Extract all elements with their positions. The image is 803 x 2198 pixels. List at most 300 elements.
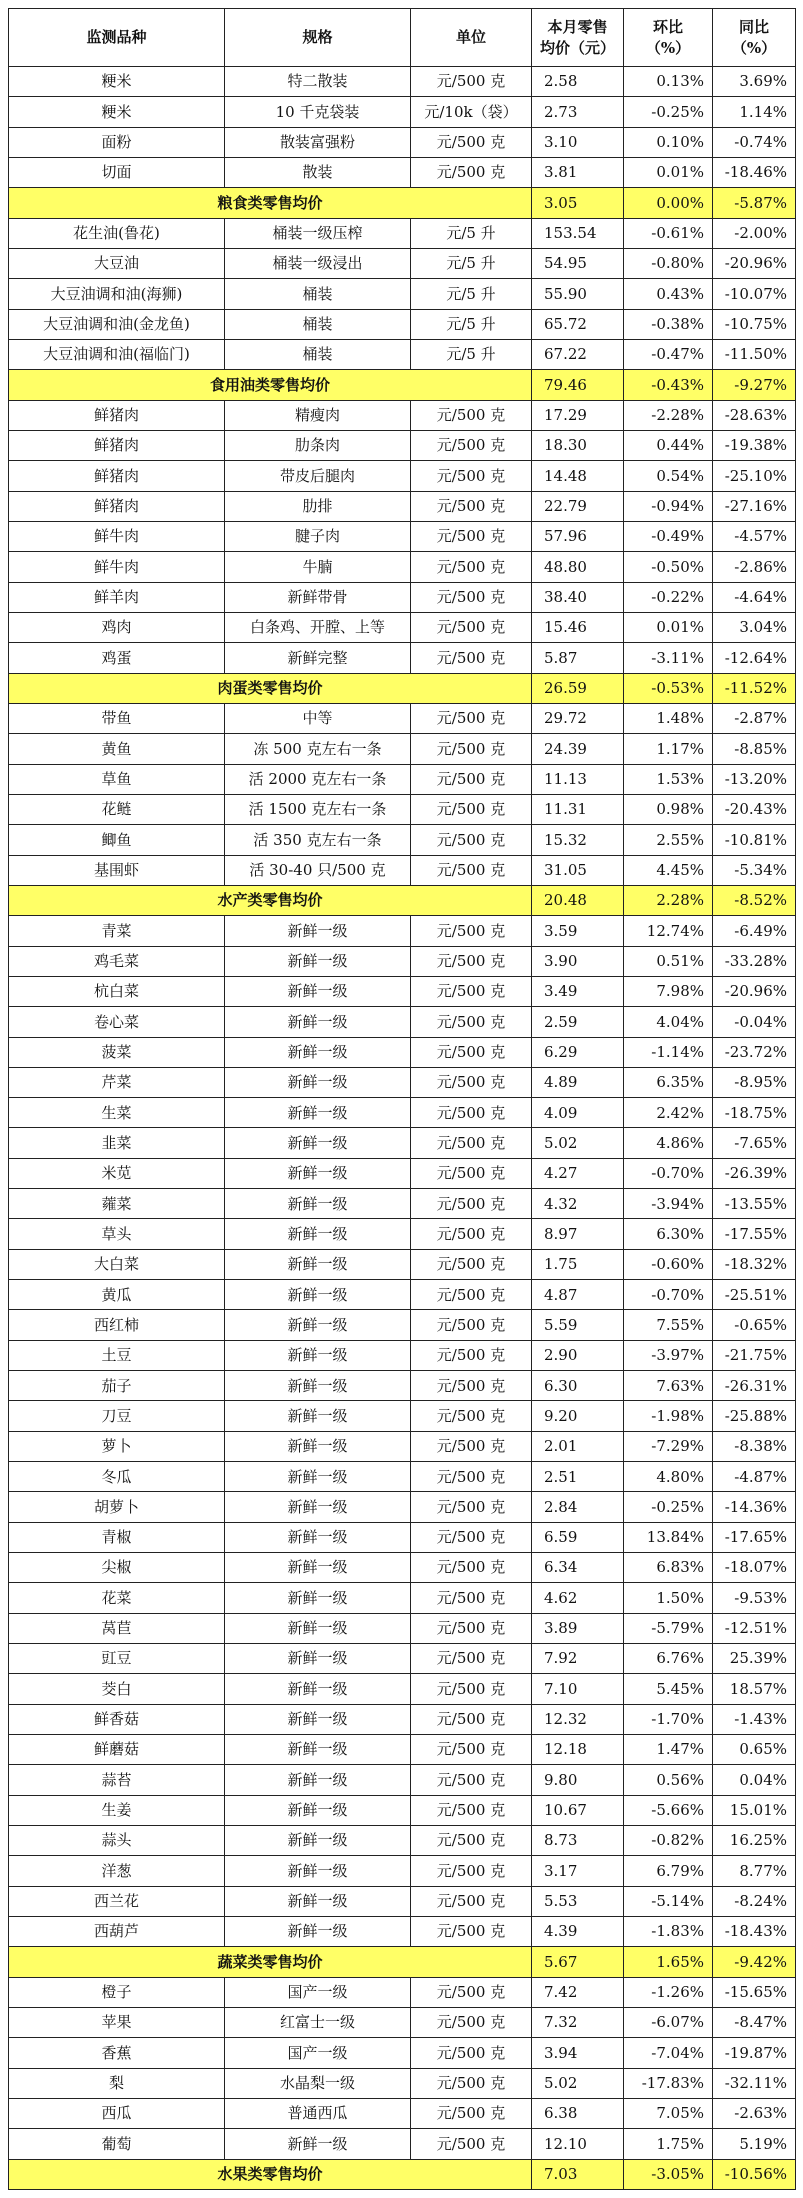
cell-spec: 新鲜一级 (225, 1704, 411, 1734)
cell-yoy: 0.04% (713, 1765, 796, 1795)
cell-price: 14.48 (532, 461, 624, 491)
cell-spec: 桶装 (225, 279, 411, 309)
cell-price: 4.62 (532, 1583, 624, 1613)
cell-mom: -7.04% (624, 2038, 713, 2068)
cell-price: 5.02 (532, 2068, 624, 2098)
cell-mom: 1.53% (624, 764, 713, 794)
cell-spec: 新鲜一级 (225, 1310, 411, 1340)
cell-unit: 元/500 克 (411, 1037, 532, 1067)
cell-spec: 新鲜一级 (225, 1371, 411, 1401)
cell-yoy: -13.55% (713, 1189, 796, 1219)
cell-variety: 蕹菜 (9, 1189, 225, 1219)
cell-unit: 元/500 克 (411, 491, 532, 521)
cell-yoy: -23.72% (713, 1037, 796, 1067)
cell-variety: 大豆油调和油(海狮) (9, 279, 225, 309)
table-row (9, 1098, 796, 1128)
table-row (9, 1856, 796, 1886)
cell-unit: 元/500 克 (411, 1704, 532, 1734)
cell-spec: 新鲜带骨 (225, 582, 411, 612)
table-row (9, 2098, 796, 2128)
cell-yoy: -5.87% (713, 188, 796, 218)
cell-yoy: -18.43% (713, 1917, 796, 1947)
cell-spec: 新鲜一级 (225, 1735, 411, 1765)
cell-price: 153.54 (532, 218, 624, 248)
cell-spec: 活 1500 克左右一条 (225, 794, 411, 824)
cell-price: 7.92 (532, 1644, 624, 1674)
cell-yoy: -18.75% (713, 1098, 796, 1128)
cell-yoy: -8.52% (713, 885, 796, 915)
cell-variety: 青椒 (9, 1522, 225, 1552)
cell-variety: 基围虾 (9, 855, 225, 885)
table-row (9, 1977, 796, 2007)
table-row (9, 1310, 796, 1340)
cell-mom: -0.82% (624, 1826, 713, 1856)
cell-mom: 0.56% (624, 1765, 713, 1795)
cell-unit: 元/500 克 (411, 1007, 532, 1037)
table-row (9, 67, 796, 97)
cell-spec: 冻 500 克左右一条 (225, 734, 411, 764)
header-spec: 规格 (225, 9, 411, 67)
cell-spec: 国产一级 (225, 1977, 411, 2007)
cell-unit: 元/500 克 (411, 1492, 532, 1522)
cell-yoy: -10.07% (713, 279, 796, 309)
cell-variety: 鲜猪肉 (9, 491, 225, 521)
cell-variety: 豇豆 (9, 1644, 225, 1674)
cell-unit: 元/500 克 (411, 1826, 532, 1856)
table-row (9, 1037, 796, 1067)
cell-price: 15.46 (532, 612, 624, 642)
cell-price: 31.05 (532, 855, 624, 885)
table-row (9, 976, 796, 1006)
cell-yoy: -33.28% (713, 946, 796, 976)
cell-unit: 元/500 克 (411, 1674, 532, 1704)
cell-mom: 6.83% (624, 1553, 713, 1583)
cell-mom: 0.44% (624, 430, 713, 460)
table-row (9, 97, 796, 127)
cell-mom: 4.04% (624, 1007, 713, 1037)
cell-variety: 黄鱼 (9, 734, 225, 764)
cell-price: 2.73 (532, 97, 624, 127)
cell-variety: 生菜 (9, 1098, 225, 1128)
cell-variety: 粳米 (9, 67, 225, 97)
cell-mom: -1.70% (624, 1704, 713, 1734)
cell-price: 8.73 (532, 1826, 624, 1856)
cell-unit: 元/500 克 (411, 1098, 532, 1128)
cell-unit: 元/500 克 (411, 67, 532, 97)
cell-mom: -5.14% (624, 1886, 713, 1916)
cell-mom: 0.00% (624, 188, 713, 218)
cell-unit: 元/500 克 (411, 855, 532, 885)
cell-variety: 粳米 (9, 97, 225, 127)
cell-variety: 鲜香菇 (9, 1704, 225, 1734)
cell-price: 9.80 (532, 1765, 624, 1795)
cell-mom: 1.47% (624, 1735, 713, 1765)
cell-unit: 元/500 克 (411, 734, 532, 764)
header-price (532, 9, 624, 67)
cell-variety: 鸡蛋 (9, 643, 225, 673)
subtotal-row (9, 1947, 796, 1977)
cell-unit: 元/500 克 (411, 400, 532, 430)
cell-variety: 鲜牛肉 (9, 552, 225, 582)
table-row (9, 2038, 796, 2068)
cell-mom: -3.11% (624, 643, 713, 673)
cell-variety: 鲜羊肉 (9, 582, 225, 612)
cell-mom: -0.70% (624, 1280, 713, 1310)
cell-unit: 元/500 克 (411, 2038, 532, 2068)
cell-unit: 元/500 克 (411, 1340, 532, 1370)
cell-mom: 2.55% (624, 825, 713, 855)
cell-spec: 新鲜一级 (225, 1856, 411, 1886)
cell-price: 3.10 (532, 127, 624, 157)
cell-price: 4.32 (532, 1189, 624, 1219)
table-row (9, 127, 796, 157)
subtotal-label: 食用油类零售均价 (9, 370, 532, 400)
cell-unit: 元/500 克 (411, 1856, 532, 1886)
cell-unit: 元/500 克 (411, 1067, 532, 1097)
cell-spec: 红富士一级 (225, 2008, 411, 2038)
cell-variety: 蒜苔 (9, 1765, 225, 1795)
cell-unit: 元/500 克 (411, 430, 532, 460)
cell-yoy: -21.75% (713, 1340, 796, 1370)
cell-spec: 新鲜一级 (225, 1917, 411, 1947)
cell-spec: 新鲜一级 (225, 2129, 411, 2159)
cell-price: 54.95 (532, 248, 624, 278)
cell-price: 12.32 (532, 1704, 624, 1734)
cell-price: 9.20 (532, 1401, 624, 1431)
cell-mom: -3.97% (624, 1340, 713, 1370)
table-row (9, 2068, 796, 2098)
cell-spec: 桶装 (225, 339, 411, 369)
cell-variety: 花鲢 (9, 794, 225, 824)
cell-variety: 西瓜 (9, 2098, 225, 2128)
cell-variety: 鲜蘑菇 (9, 1735, 225, 1765)
cell-unit: 元/500 克 (411, 825, 532, 855)
header-yoy-line1: 同比 (738, 18, 769, 37)
cell-price: 4.27 (532, 1158, 624, 1188)
table-row (9, 764, 796, 794)
cell-spec: 新鲜一级 (225, 1795, 411, 1825)
cell-unit: 元/500 克 (411, 127, 532, 157)
cell-variety: 洋葱 (9, 1856, 225, 1886)
table-row (9, 1826, 796, 1856)
cell-spec: 特二散装 (225, 67, 411, 97)
cell-spec: 水晶梨一级 (225, 2068, 411, 2098)
cell-variety: 青菜 (9, 916, 225, 946)
cell-yoy: -26.39% (713, 1158, 796, 1188)
cell-spec: 新鲜一级 (225, 1340, 411, 1370)
cell-price: 7.42 (532, 1977, 624, 2007)
cell-unit: 元/500 克 (411, 703, 532, 733)
cell-yoy: -2.00% (713, 218, 796, 248)
cell-variety: 香蕉 (9, 2038, 225, 2068)
cell-price: 12.10 (532, 2129, 624, 2159)
cell-yoy: -6.49% (713, 916, 796, 946)
cell-mom: -0.94% (624, 491, 713, 521)
cell-unit: 元/500 克 (411, 521, 532, 551)
cell-variety: 葡萄 (9, 2129, 225, 2159)
cell-spec: 新鲜一级 (225, 1644, 411, 1674)
cell-yoy: -10.81% (713, 825, 796, 855)
cell-price: 3.49 (532, 976, 624, 1006)
cell-yoy: -8.24% (713, 1886, 796, 1916)
cell-yoy: -0.04% (713, 1007, 796, 1037)
cell-price: 6.29 (532, 1037, 624, 1067)
cell-mom: -0.70% (624, 1158, 713, 1188)
table-row (9, 552, 796, 582)
cell-unit: 元/500 克 (411, 1553, 532, 1583)
cell-spec: 活 30-40 只/500 克 (225, 855, 411, 885)
cell-mom: -17.83% (624, 2068, 713, 2098)
cell-spec: 新鲜一级 (225, 1553, 411, 1583)
cell-price: 2.51 (532, 1462, 624, 1492)
cell-spec: 新鲜一级 (225, 1583, 411, 1613)
cell-yoy: -1.43% (713, 1704, 796, 1734)
cell-mom: 0.10% (624, 127, 713, 157)
cell-mom: -0.38% (624, 309, 713, 339)
cell-yoy: 5.19% (713, 2129, 796, 2159)
cell-mom: 0.13% (624, 67, 713, 97)
cell-price: 48.80 (532, 552, 624, 582)
cell-price: 5.53 (532, 1886, 624, 1916)
header-mom-line2: （%） (645, 38, 691, 57)
table-row (9, 309, 796, 339)
cell-mom: -2.28% (624, 400, 713, 430)
cell-yoy: -9.27% (713, 370, 796, 400)
cell-variety: 鲜牛肉 (9, 521, 225, 551)
cell-spec: 新鲜一级 (225, 1098, 411, 1128)
cell-variety: 莴苣 (9, 1613, 225, 1643)
cell-variety: 鲜猪肉 (9, 400, 225, 430)
cell-yoy: -8.85% (713, 734, 796, 764)
cell-unit: 元/500 克 (411, 612, 532, 642)
cell-yoy: 1.14% (713, 97, 796, 127)
cell-yoy: 8.77% (713, 1856, 796, 1886)
table-row (9, 946, 796, 976)
cell-mom: -1.98% (624, 1401, 713, 1431)
cell-variety: 茄子 (9, 1371, 225, 1401)
cell-price: 79.46 (532, 370, 624, 400)
cell-unit: 元/500 克 (411, 794, 532, 824)
table-row (9, 1158, 796, 1188)
cell-price: 8.97 (532, 1219, 624, 1249)
cell-variety: 韭菜 (9, 1128, 225, 1158)
cell-variety: 花生油(鲁花) (9, 218, 225, 248)
cell-variety: 刀豆 (9, 1401, 225, 1431)
cell-spec: 新鲜一级 (225, 1158, 411, 1188)
cell-mom: -7.29% (624, 1431, 713, 1461)
cell-yoy: -2.86% (713, 552, 796, 582)
cell-spec: 新鲜一级 (225, 1522, 411, 1552)
cell-mom: -1.83% (624, 1917, 713, 1947)
cell-spec: 新鲜一级 (225, 1249, 411, 1279)
table-row (9, 1644, 796, 1674)
cell-mom: -3.05% (624, 2159, 713, 2189)
table-row (9, 2008, 796, 2038)
cell-price: 2.90 (532, 1340, 624, 1370)
header-yoy (713, 9, 796, 67)
cell-yoy: -20.43% (713, 794, 796, 824)
cell-mom: -1.26% (624, 1977, 713, 2007)
table-row (9, 1007, 796, 1037)
table-body (9, 67, 796, 2190)
cell-spec: 新鲜一级 (225, 1007, 411, 1037)
table-row (9, 1189, 796, 1219)
header-variety: 监测品种 (9, 9, 225, 67)
cell-yoy: -15.65% (713, 1977, 796, 2007)
cell-unit: 元/500 克 (411, 1310, 532, 1340)
cell-mom: 7.55% (624, 1310, 713, 1340)
cell-mom: 1.48% (624, 703, 713, 733)
cell-unit: 元/500 克 (411, 582, 532, 612)
table-row (9, 855, 796, 885)
cell-price: 6.38 (532, 2098, 624, 2128)
table-row (9, 916, 796, 946)
subtotal-label: 蔬菜类零售均价 (9, 1947, 532, 1977)
cell-price: 7.03 (532, 2159, 624, 2189)
subtotal-row (9, 673, 796, 703)
cell-price: 2.01 (532, 1431, 624, 1461)
header-price-line2: 均价（元） (539, 38, 615, 57)
cell-variety: 冬瓜 (9, 1462, 225, 1492)
cell-price: 3.90 (532, 946, 624, 976)
header-yoy-line2: （%） (731, 38, 777, 57)
cell-unit: 元/500 克 (411, 1735, 532, 1765)
cell-spec: 新鲜一级 (225, 1613, 411, 1643)
cell-spec: 10 千克袋装 (225, 97, 411, 127)
cell-spec: 普通西瓜 (225, 2098, 411, 2128)
cell-variety: 茭白 (9, 1674, 225, 1704)
cell-yoy: 15.01% (713, 1795, 796, 1825)
cell-unit: 元/500 克 (411, 1158, 532, 1188)
cell-mom: 7.05% (624, 2098, 713, 2128)
cell-price: 11.31 (532, 794, 624, 824)
cell-variety: 芹菜 (9, 1067, 225, 1097)
cell-price: 3.81 (532, 157, 624, 187)
cell-mom: 4.80% (624, 1462, 713, 1492)
header-mom-line1: 环比 (652, 18, 683, 37)
table-row (9, 1674, 796, 1704)
table-row (9, 794, 796, 824)
cell-yoy: -4.87% (713, 1462, 796, 1492)
cell-variety: 土豆 (9, 1340, 225, 1370)
table-row (9, 1583, 796, 1613)
cell-unit: 元/500 克 (411, 1917, 532, 1947)
cell-spec: 新鲜一级 (225, 1765, 411, 1795)
cell-mom: 6.79% (624, 1856, 713, 1886)
table-row (9, 1249, 796, 1279)
table-row (9, 1553, 796, 1583)
cell-unit: 元/500 克 (411, 916, 532, 946)
cell-variety: 胡萝卜 (9, 1492, 225, 1522)
cell-spec: 新鲜一级 (225, 1826, 411, 1856)
cell-yoy: -25.51% (713, 1280, 796, 1310)
cell-yoy: -18.46% (713, 157, 796, 187)
cell-spec: 新鲜一级 (225, 1280, 411, 1310)
cell-variety: 切面 (9, 157, 225, 187)
cell-unit: 元/500 克 (411, 1613, 532, 1643)
cell-mom: 6.35% (624, 1067, 713, 1097)
table-row (9, 825, 796, 855)
table-row (9, 157, 796, 187)
cell-variety: 卷心菜 (9, 1007, 225, 1037)
cell-variety: 带鱼 (9, 703, 225, 733)
cell-unit: 元/500 克 (411, 643, 532, 673)
cell-mom: 2.28% (624, 885, 713, 915)
cell-mom: -0.49% (624, 521, 713, 551)
cell-spec: 新鲜一级 (225, 1431, 411, 1461)
cell-variety: 尖椒 (9, 1553, 225, 1583)
cell-unit: 元/500 克 (411, 764, 532, 794)
cell-unit: 元/5 升 (411, 339, 532, 369)
cell-spec: 腱子肉 (225, 521, 411, 551)
cell-variety: 西葫芦 (9, 1917, 225, 1947)
table-row (9, 1795, 796, 1825)
cell-mom: -0.43% (624, 370, 713, 400)
cell-mom: -0.50% (624, 552, 713, 582)
table-row (9, 339, 796, 369)
table-row (9, 491, 796, 521)
subtotal-label: 水产类零售均价 (9, 885, 532, 915)
cell-spec: 牛腩 (225, 552, 411, 582)
table-row (9, 1067, 796, 1097)
table-row (9, 643, 796, 673)
cell-variety: 杭白菜 (9, 976, 225, 1006)
cell-price: 3.17 (532, 1856, 624, 1886)
cell-variety: 大豆油 (9, 248, 225, 278)
cell-mom: -3.94% (624, 1189, 713, 1219)
cell-price: 3.89 (532, 1613, 624, 1643)
cell-spec: 新鲜一级 (225, 946, 411, 976)
cell-unit: 元/500 克 (411, 946, 532, 976)
cell-yoy: -0.65% (713, 1310, 796, 1340)
cell-yoy: -13.20% (713, 764, 796, 794)
table-row (9, 734, 796, 764)
table-row (9, 612, 796, 642)
cell-unit: 元/500 克 (411, 1522, 532, 1552)
cell-mom: -0.60% (624, 1249, 713, 1279)
cell-mom: -0.25% (624, 1492, 713, 1522)
cell-price: 4.89 (532, 1067, 624, 1097)
cell-yoy: -11.50% (713, 339, 796, 369)
table-row (9, 1401, 796, 1431)
cell-yoy: -10.75% (713, 309, 796, 339)
cell-unit: 元/500 克 (411, 1462, 532, 1492)
cell-unit: 元/500 克 (411, 1583, 532, 1613)
cell-yoy: -8.47% (713, 2008, 796, 2038)
table-row (9, 1613, 796, 1643)
cell-variety: 蒜头 (9, 1826, 225, 1856)
cell-yoy: 16.25% (713, 1826, 796, 1856)
cell-variety: 鲜猪肉 (9, 461, 225, 491)
table-row (9, 1886, 796, 1916)
cell-mom: -0.47% (624, 339, 713, 369)
table-row (9, 1431, 796, 1461)
table-row (9, 2129, 796, 2159)
cell-spec: 新鲜一级 (225, 1492, 411, 1522)
cell-spec: 新鲜一级 (225, 976, 411, 1006)
cell-variety: 花菜 (9, 1583, 225, 1613)
cell-yoy: -28.63% (713, 400, 796, 430)
table-row (9, 400, 796, 430)
cell-spec: 肋条肉 (225, 430, 411, 460)
cell-price: 29.72 (532, 703, 624, 733)
cell-spec: 散装富强粉 (225, 127, 411, 157)
cell-yoy: -25.10% (713, 461, 796, 491)
cell-unit: 元/500 克 (411, 2129, 532, 2159)
cell-yoy: 25.39% (713, 1644, 796, 1674)
subtotal-row (9, 885, 796, 915)
table-row (9, 582, 796, 612)
